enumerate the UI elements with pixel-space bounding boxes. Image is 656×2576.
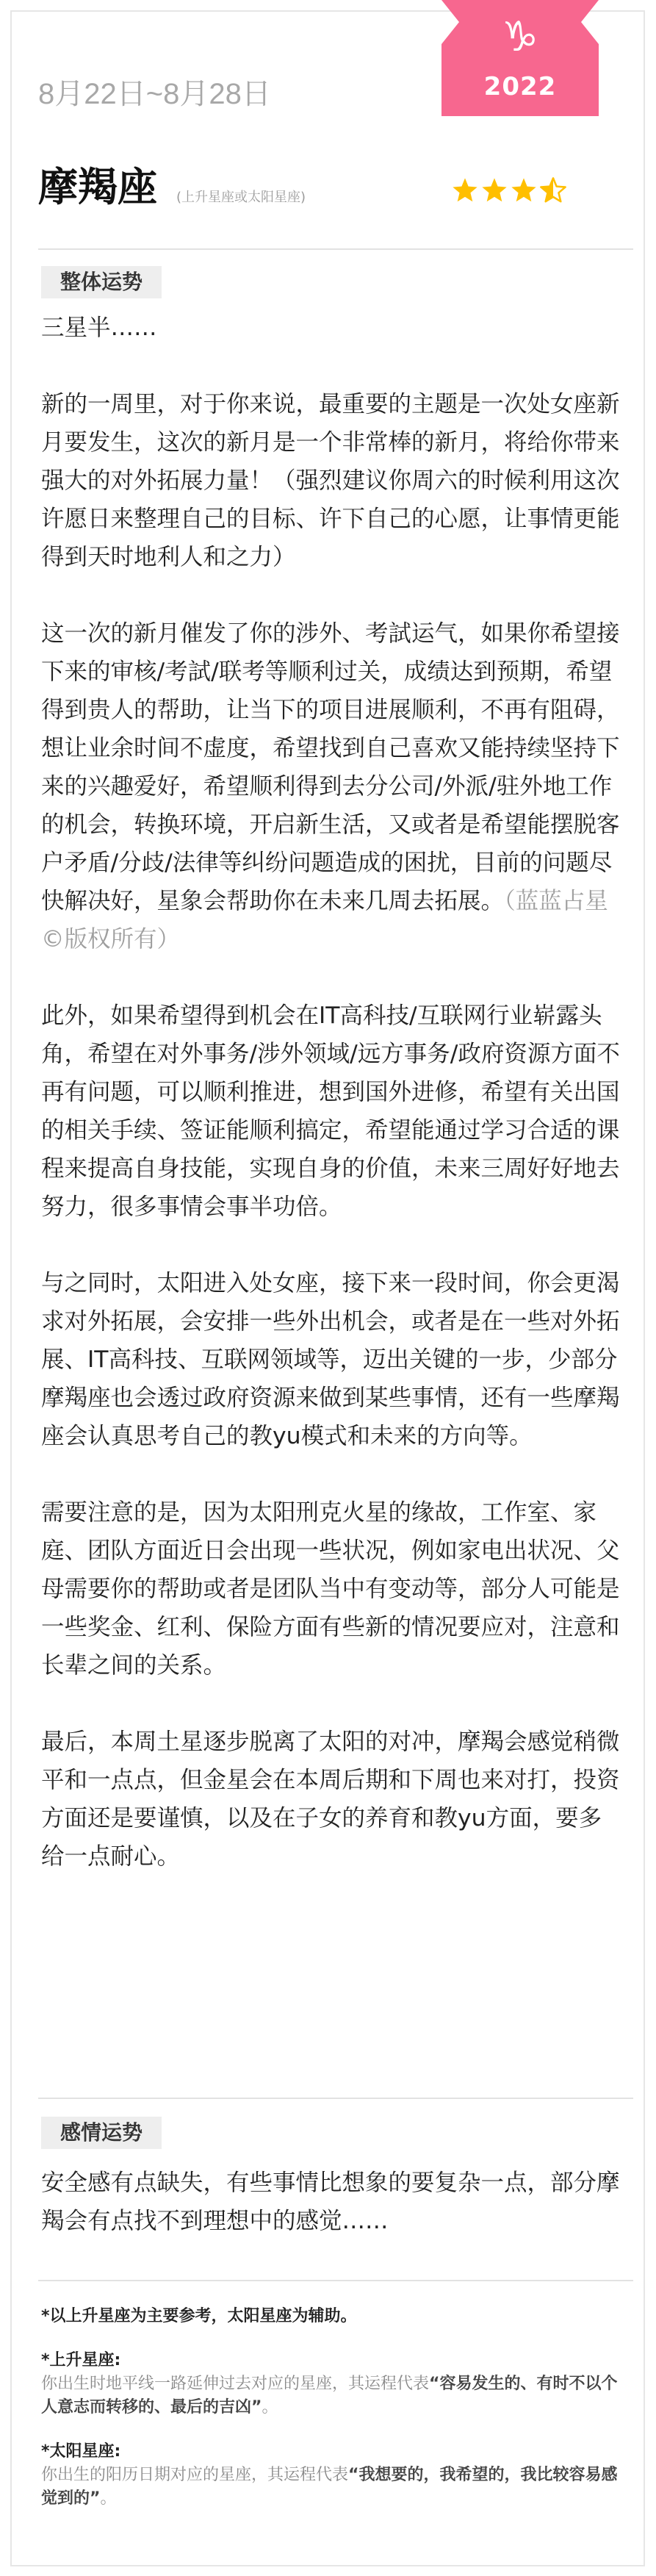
overall-paragraph: 新的一周里，对于你来说，最重要的主题是一次处女座新月要发生，这次的新月是一个非常棒的新月，将给你带来强大的对外拓展力量！（强烈建议你周六的时候利用这次许愿日来整理自己的目标、许下自己的心愿，让事情更能得到天时地利人和之力） (41, 391, 620, 570)
rising-note-body (41, 2372, 629, 2419)
overall-paragraph: 需要注意的是，因为太阳刑克火星的缘故，工作室、家庭、团队方面近日会出现一些状况，例如家电出状况、父母需要你的帮助或者是团队当中有变动等，部分人可能是一些奖金、红利、保险方面有些新的情况要应对，注意和长辈之间的关系。 (41, 1499, 620, 1679)
sun-note-quote: “我想要的，我希望的，我比较容易感觉到的” (41, 2466, 618, 2508)
overall-section-body (41, 309, 621, 1876)
love-section-body (41, 2164, 621, 2240)
star-full-icon (510, 176, 538, 207)
sign-subtitle: (上升星座或太阳星座) (176, 190, 306, 205)
love-section-tag: 感情运势 (41, 2117, 162, 2149)
rising-note-heading: *上升星座: (41, 2351, 121, 2369)
main-note: *以上升星座为主要参考，太阳星座为辅助。 (41, 2307, 357, 2325)
rating-stars (451, 176, 569, 210)
capricorn-icon: ♑ (501, 13, 539, 61)
overall-paragraph: 与之同时，太阳进入处女座，接下来一段时间，你会更渴求对外拓展，会安排一些外出机会，或者是在一些对外拓展、IT高科技、互联网领域等，迈出关键的一步，少部分摩羯座也会透过政府资源来做到某些事情，还有一些摩羯座会认真思考自己的教yu模式和未来的方向等。 (41, 1270, 620, 1449)
sign-title: 摩羯座 (38, 164, 157, 210)
love-paragraph: 安全感有点缺失，有些事情比想象的要复杂一点，部分摩羯会有点找不到理想中的感觉…… (41, 2170, 620, 2234)
footnotes (41, 2305, 629, 2511)
overall-paragraph: 最后，本周土星逐步脱离了太阳的对冲，摩羯会感觉稍微平和一点点，但金星会在本周后期和下周也来对打，投资方面还是要谨慎，以及在子女的养育和教yu方面，要多给一点耐心。 (41, 1729, 620, 1870)
overall-lead: 三星半…… (41, 315, 157, 341)
overall-paragraph-wrap (41, 614, 621, 958)
sun-note-end: 。 (100, 2489, 117, 2508)
rising-note-quote: “容易发生的、有时不以个人意志而转移的、最后的吉凶” (41, 2375, 618, 2417)
rising-note-end: 。 (262, 2398, 278, 2417)
copyright-note: （蓝蓝占星©版权所有） (41, 888, 608, 952)
overall-paragraph: 这一次的新月催发了你的涉外、考試运气，如果你希望接下来的审核/考試/联考等顺利过关，成绩达到预期，希望得到贵人的帮助，让当下的项目进展顺利，不再有阻碍，想让业余时间不虚度，希望找到自己喜欢又能持续坚持下来的兴趣爱好，希望顺利得到去分公司/外派/驻外地工作的机会，转换环境，开启新生活，又或者是希望能摆脱客户矛盾/分歧/法律等纠纷问题造成的困扰，目前的问题尽快解决好，星象会帮助你在未来几周去拓展。 (41, 620, 620, 914)
sun-note-heading: *太阳星座: (41, 2442, 121, 2461)
star-half-icon (539, 176, 567, 207)
sun-note-body (41, 2464, 629, 2511)
star-full-icon (480, 176, 508, 207)
overall-paragraph: 此外，如果希望得到机会在IT高科技/互联网行业崭露头角，希望在对外事务/涉外领域/远方事务/政府资源方面不再有问题，可以顺利推进，想到国外进修，希望有关出国的相关手续、签证能顺利搞定，希望能通过学习合适的课程来提高自身技能，实现自身的价值，未来三周好好地去努力，很多事情会事半功倍。 (41, 1002, 620, 1220)
notes-divider (38, 2280, 633, 2281)
star-full-icon (451, 176, 479, 207)
rising-note-text: 你出生时地平线一路延伸过去对应的星座，其运程代表 (41, 2375, 430, 2393)
section-divider (38, 2098, 633, 2099)
date-range: 8月22日~8月28日 (38, 78, 271, 110)
zodiac-badge (441, 0, 599, 116)
badge-year: 2022 (483, 72, 557, 101)
overall-section-tag: 整体运势 (41, 266, 162, 298)
sun-note-text: 你出生的阳历日期对应的星座，其运程代表 (41, 2466, 349, 2484)
header-divider (38, 248, 633, 250)
